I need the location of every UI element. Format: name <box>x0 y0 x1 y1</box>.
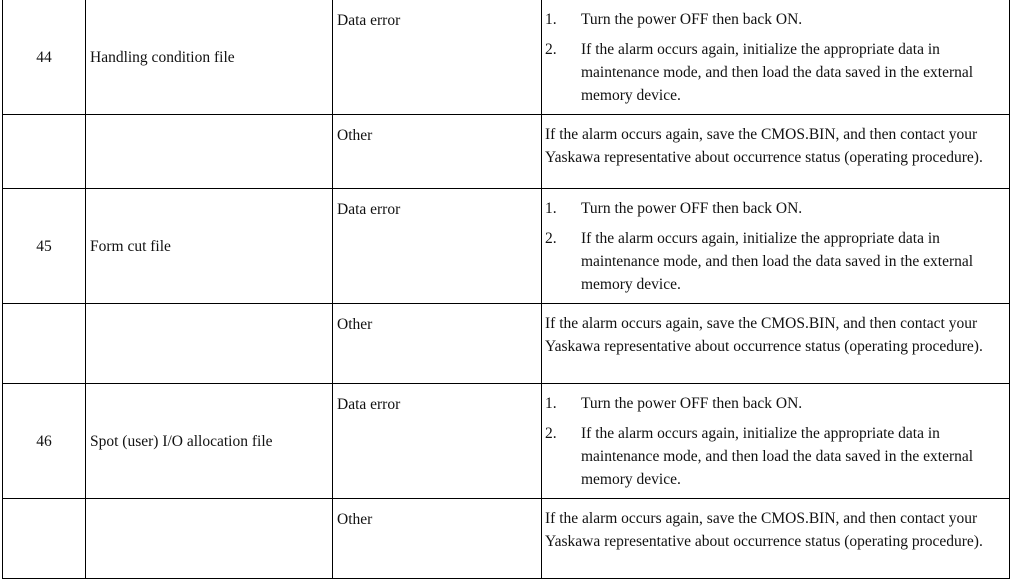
other-remedy: If the alarm occurs again, save the CMOS.BIN, and then contact your Yaskawa representative about occurrence status (operating procedure). <box>545 510 983 550</box>
step-number: 2. <box>545 425 557 442</box>
other-remedy: If the alarm occurs again, save the CMOS.BIN, and then contact your Yaskawa representative about occurrence status (operating procedure). <box>545 315 983 355</box>
other-remedy: If the alarm occurs again, save the CMOS.BIN, and then contact your Yaskawa representative about occurrence status (operating procedure). <box>545 126 983 166</box>
remedy-text <box>542 115 1010 189</box>
remedy-text <box>542 499 1010 579</box>
step-number: 1. <box>545 200 557 217</box>
alarm-remedy-table <box>2 0 1010 579</box>
table-row <box>3 304 1010 384</box>
error-type: Data error <box>333 0 542 115</box>
alarm-number: 44 <box>3 0 86 115</box>
step-text: If the alarm occurs again, initialize the appropriate data in maintenance mode, and then load the data saved in the external memory device. <box>581 425 974 488</box>
error-type: Other <box>333 304 542 384</box>
file-name: Form cut file <box>86 189 333 304</box>
table-row <box>3 499 1010 579</box>
file-name-empty <box>86 304 333 384</box>
list-item <box>545 8 1001 31</box>
alarm-number: 46 <box>3 384 86 499</box>
list-item <box>545 392 1001 415</box>
error-type: Other <box>333 499 542 579</box>
file-name-empty <box>86 499 333 579</box>
file-name: Handling condition file <box>86 0 333 115</box>
table-row <box>3 189 1010 304</box>
step-text: If the alarm occurs again, initialize the appropriate data in maintenance mode, and then load the data saved in the external memory device. <box>581 230 974 293</box>
remedy-steps <box>542 0 1010 115</box>
file-name-empty <box>86 115 333 189</box>
list-item <box>545 227 1001 296</box>
table-row <box>3 384 1010 499</box>
list-item <box>545 38 1001 107</box>
file-name: Spot (user) I/O allocation file <box>86 384 333 499</box>
step-number: 1. <box>545 11 557 28</box>
alarm-number-empty <box>3 304 86 384</box>
table-row <box>3 0 1010 115</box>
step-number: 1. <box>545 395 557 412</box>
alarm-number-empty <box>3 499 86 579</box>
step-text: If the alarm occurs again, initialize the appropriate data in maintenance mode, and then load the data saved in the external memory device. <box>581 41 974 104</box>
step-number: 2. <box>545 230 557 247</box>
error-type: Data error <box>333 384 542 499</box>
table-row <box>3 115 1010 189</box>
remedy-steps <box>542 384 1010 499</box>
list-item <box>545 422 1001 491</box>
remedy-text <box>542 304 1010 384</box>
alarm-number: 45 <box>3 189 86 304</box>
error-type: Data error <box>333 189 542 304</box>
list-item <box>545 197 1001 220</box>
error-type: Other <box>333 115 542 189</box>
step-text: Turn the power OFF then back ON. <box>581 200 803 217</box>
alarm-number-empty <box>3 115 86 189</box>
step-number: 2. <box>545 41 557 58</box>
step-text: Turn the power OFF then back ON. <box>581 11 803 28</box>
step-text: Turn the power OFF then back ON. <box>581 395 803 412</box>
remedy-steps <box>542 189 1010 304</box>
